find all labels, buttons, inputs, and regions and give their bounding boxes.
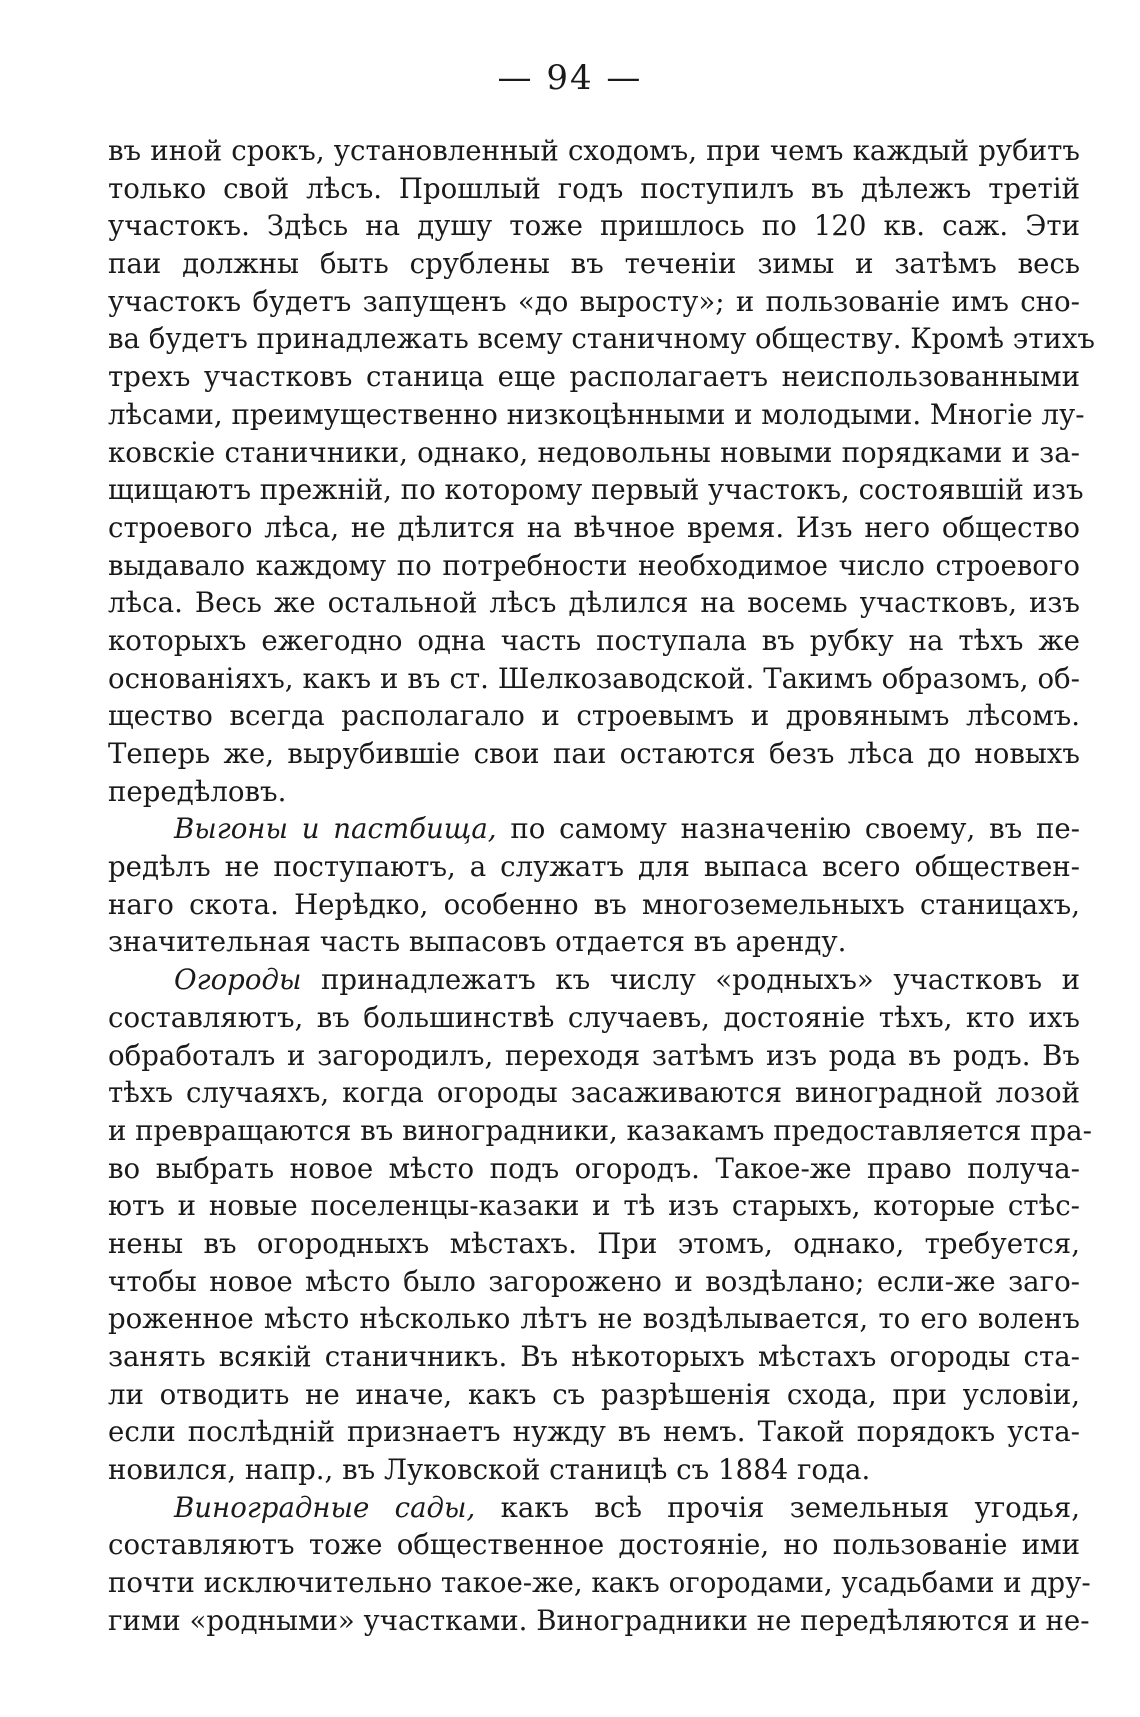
paragraph-first-line xyxy=(108,1489,1080,1527)
text-line: ли отводить не иначе, какъ съ разрѣшенія схода, при условіи, xyxy=(108,1377,1080,1411)
text-line: щество всегда располагало и строевымъ и дровянымъ лѣсомъ. xyxy=(108,699,1080,733)
text-line: только свой лѣсъ. Прошлый годъ поступилъ въ дѣлежъ третій xyxy=(108,171,1080,205)
text-line: лѣсами, преимущественно низкоцѣнными и молодыми. Многіе лу- xyxy=(108,397,1085,431)
text-line: почти исключительно такое-же, какъ огородами, усадьбами и дру- xyxy=(108,1566,1091,1600)
text-line: основаніяхъ, какъ и въ ст. Шелкозаводской. Такимъ образомъ, об- xyxy=(108,661,1080,695)
text-line: паи должны быть срублены въ теченіи зимы и затѣмъ весь xyxy=(108,247,1080,281)
text-line: новился, напр., въ Луковской станицѣ съ 1884 года. xyxy=(108,1453,871,1487)
text-line: въ иной срокъ, установленный сходомъ, при чемъ каждый рубитъ xyxy=(108,134,1080,167)
text-line: тѣхъ случаяхъ, когда огороды засаживаются виноградной лозой xyxy=(108,1076,1080,1110)
paragraph-first-line xyxy=(108,961,1080,999)
text-line: ва будетъ принадлежать всему станичному обществу. Кромѣ этихъ xyxy=(108,322,1095,356)
text-line: составляютъ тоже общественное достояніе, но пользованіе ими xyxy=(108,1528,1080,1562)
text-line: редѣлъ не поступаютъ, а служатъ для выпаса всего обществен- xyxy=(108,850,1080,884)
text-line: во выбрать новое мѣсто подъ огородъ. Такое-же право получа- xyxy=(108,1151,1080,1185)
text-run: по самому назначенію своему, въ пе- xyxy=(496,812,1080,846)
text-line: строевого лѣса, не дѣлится на вѣчное время. Изъ него общество xyxy=(108,510,1080,544)
text-line: если послѣдній признаетъ нужду въ немъ. Такой порядокъ уста- xyxy=(108,1415,1080,1449)
body-text xyxy=(108,132,1095,1640)
text-line: участокъ будетъ запущенъ «до выросту»; и пользованіе имъ сно- xyxy=(108,284,1080,318)
text-line: чтобы новое мѣсто было загорожено и воздѣлано; если-же заго- xyxy=(108,1264,1080,1298)
text-line: наго скота. Нерѣдко, особенно въ многоземельныхъ станицахъ, xyxy=(108,887,1080,921)
text-line: и превращаются въ виноградники, казакамъ предоставляется пра- xyxy=(108,1113,1092,1147)
text-run: какъ всѣ прочія земельныя угодья, xyxy=(475,1490,1080,1524)
text-line: щищаютъ прежній, по которому первый участокъ, состоявшій изъ xyxy=(108,473,1084,507)
italic-heading: Виноградные сады, xyxy=(174,1490,476,1524)
text-line: ютъ и новые поселенцы-казаки и тѣ изъ старыхъ, которые стѣс- xyxy=(108,1189,1080,1223)
text-line: лѣса. Весь же остальной лѣсъ дѣлился на восемь участковъ, изъ xyxy=(108,586,1080,620)
text-run: принадлежатъ къ числу «родныхъ» участковъ и xyxy=(301,963,1080,997)
text-line: Теперь же, вырубившіе свои паи остаются безъ лѣса до новыхъ xyxy=(108,737,1080,770)
paragraph-first-line xyxy=(108,810,1080,848)
text-line: передѣловъ. xyxy=(108,774,287,808)
italic-heading: Выгоны и пастбища, xyxy=(174,812,497,846)
text-line: занять всякій станичникъ. Въ нѣкоторыхъ мѣстахъ огороды ста- xyxy=(108,1340,1080,1373)
text-line: роженное мѣсто нѣсколько лѣтъ не воздѣлывается, то его воленъ xyxy=(108,1302,1080,1336)
text-line: выдавало каждому по потребности необходимое число строевого xyxy=(108,548,1080,582)
text-line: нены въ огородныхъ мѣстахъ. При этомъ, однако, требуется, xyxy=(108,1226,1080,1260)
text-line: составляютъ, въ большинствѣ случаевъ, достояніе тѣхъ, кто ихъ xyxy=(108,1000,1080,1034)
text-line: гими «родными» участками. Виноградники не передѣляются и не- xyxy=(108,1603,1090,1637)
text-line: значительная часть выпасовъ отдается въ аренду. xyxy=(108,925,847,959)
italic-heading: Огороды xyxy=(174,963,302,997)
page-number: — 94 — xyxy=(497,58,643,98)
text-line: участокъ. Здѣсь на душу тоже пришлось по 120 кв. саж. Эти xyxy=(108,209,1080,243)
text-line: ковскіе станичники, однако, недовольны новыми порядками и за- xyxy=(108,435,1080,469)
text-line: которыхъ ежегодно одна часть поступала въ рубку на тѣхъ же xyxy=(108,623,1080,657)
text-line: трехъ участковъ станица еще располагаетъ неиспользованными xyxy=(108,360,1080,394)
text-line: обработалъ и загородилъ, переходя затѣмъ изъ рода въ родъ. Въ xyxy=(108,1038,1080,1072)
